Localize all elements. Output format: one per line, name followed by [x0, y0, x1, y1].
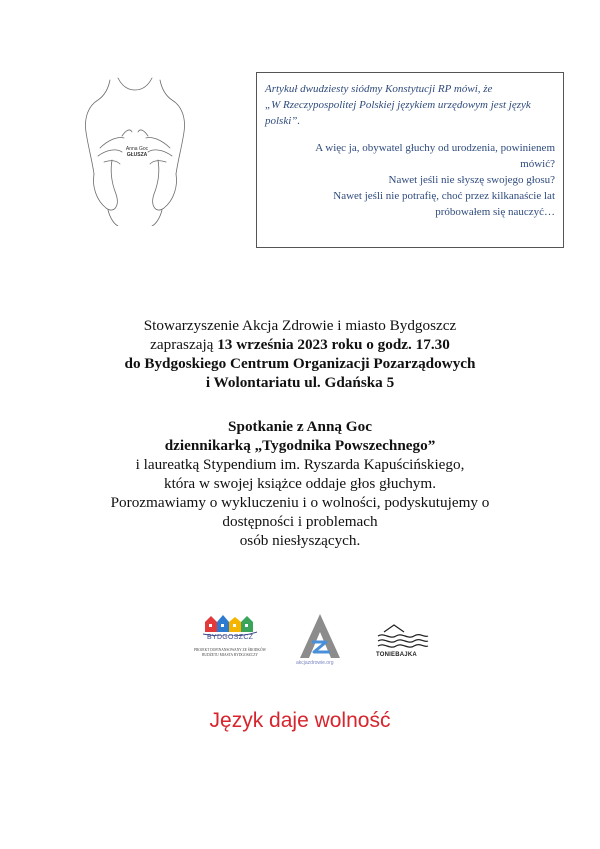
meeting-line: która w swojej książce oddaje głos głuchym.	[163, 475, 437, 492]
akcja-triangle-icon	[290, 612, 350, 660]
funding-caption	[185, 648, 275, 657]
bydgoszcz-wordmark: BYDGOSZCZ	[207, 634, 254, 641]
question-line: próbowałem się nauczyć…	[435, 206, 555, 218]
toniebajka-logo	[372, 622, 432, 664]
funding-caption-line: BUDŻETU MIASTA BYDGOSZCZY	[201, 652, 258, 657]
organizers-line: Stowarzyszenie Akcja Zdrowie i miasto Bydgoszcz	[143, 317, 457, 334]
quote-line: „W Rzeczypospolitej Polskiej językiem urzędowym jest język	[265, 99, 531, 111]
book-title: GŁUSZA	[126, 152, 148, 158]
bydgoszcz-houses-icon	[185, 612, 275, 636]
venue-line: do Bydgoskiego Centrum Organizacji Pozarządowych	[124, 355, 476, 372]
question-line: mówić?	[520, 158, 555, 170]
meeting-line: i laureatką Stypendium im. Ryszarda Kapuścińskiego,	[135, 456, 465, 473]
question-line: A więc ja, obywatel głuchy od urodzenia, powinienem	[315, 142, 555, 154]
question-line: Nawet jeśli nie słyszę swojego głosu?	[388, 174, 555, 186]
bydgoszcz-logo	[185, 612, 275, 670]
question-line: Nawet jeśli nie potrafię, choć przez kilkanaście lat	[333, 190, 555, 202]
book-author: Anna Goc	[125, 146, 149, 152]
meeting-subtitle: dziennikarką „Tygodnika Powszechnego”	[164, 437, 436, 454]
toniebajka-wordmark: TONIEBAJKA	[376, 652, 417, 658]
quote-line: Artykuł dwudziesty siódmy Konstytucji RP mówi, że	[265, 83, 493, 95]
event-datetime: 13 września 2023 roku o godz. 17.30	[217, 336, 450, 353]
funding-caption-line: PROJEKT DOFINANSOWANY ZE ŚRODKÓW	[194, 648, 266, 652]
venue-address: i Wolontariatu ul. Gdańska 5	[205, 374, 395, 391]
quote-line: polski”.	[265, 115, 301, 127]
meeting-line: Porozmawiamy o wykluczeniu i o wolności, podyskutujemy o	[110, 494, 490, 511]
invite-verb: zapraszają	[150, 336, 218, 353]
meeting-line: dostępności i problemach	[222, 513, 378, 530]
slogan: Język daje wolność	[209, 709, 391, 732]
constitution-quote-box	[256, 72, 564, 248]
invitation-block	[40, 316, 560, 392]
akcja-zdrowie-logo	[290, 612, 350, 670]
meeting-description	[40, 417, 560, 550]
meeting-title: Spotkanie z Anną Goc	[228, 418, 372, 435]
meeting-line: osób niesłyszących.	[239, 532, 361, 549]
book-title-block	[122, 146, 152, 158]
waves-icon	[372, 622, 432, 650]
date-line	[40, 335, 560, 354]
akcja-zdrowie-wordmark: akcjazdrowie.org	[296, 660, 334, 666]
